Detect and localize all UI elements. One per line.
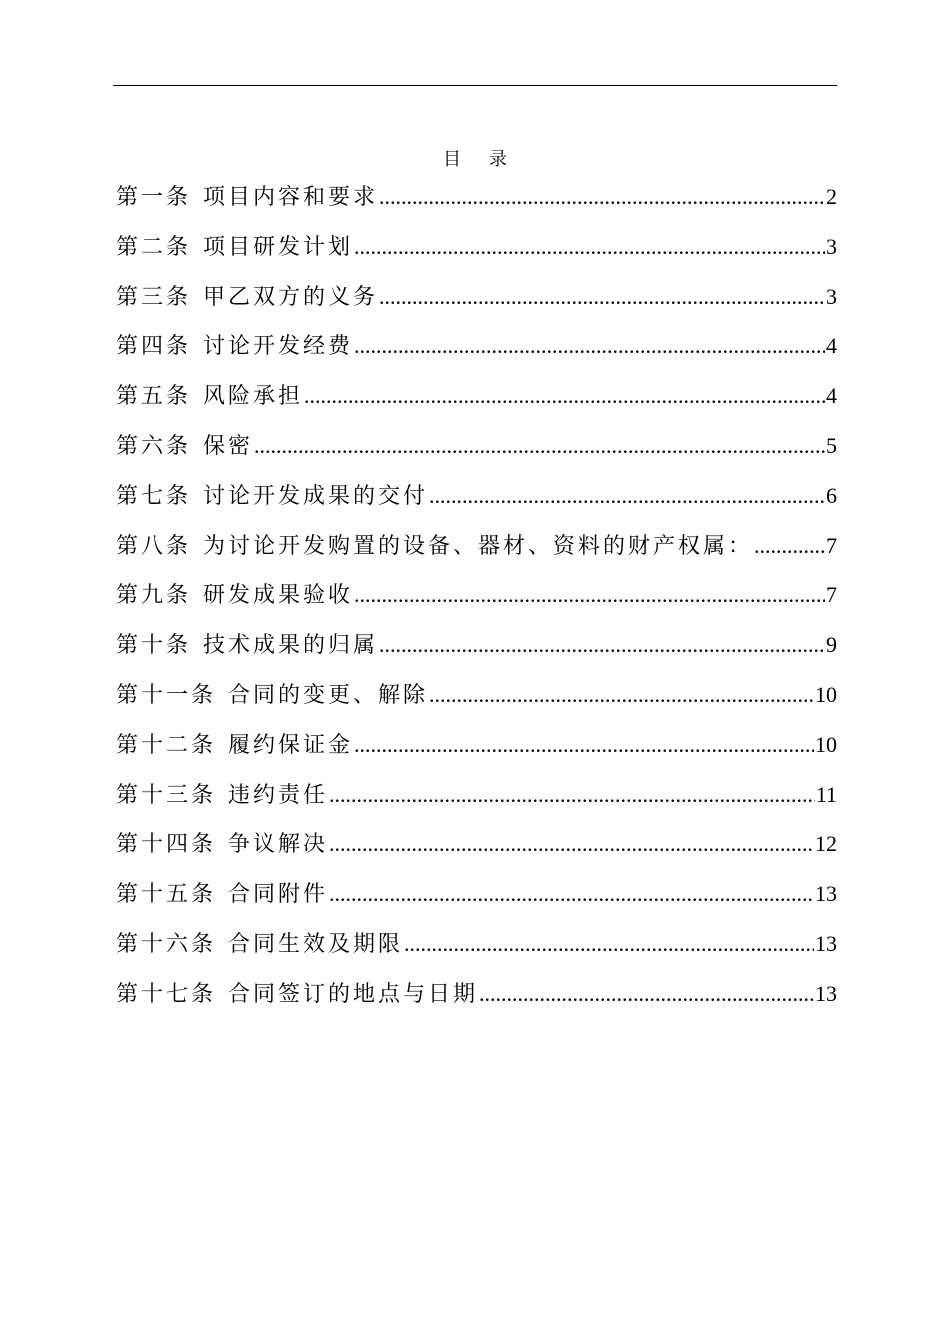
toc-entry-title: 合同生效及期限: [228, 931, 404, 957]
toc-entry-number: 第十四条: [116, 832, 217, 858]
toc-entry[interactable]: [116, 180, 837, 230]
toc-title-right: 录: [489, 149, 507, 170]
toc-entry-number: 第十五条: [116, 882, 217, 908]
toc-entry-leader: [379, 628, 825, 662]
toc-entry-title: 甲乙双方的义务: [203, 284, 379, 310]
toc-entry-leader: [254, 429, 825, 463]
toc-entry-leader: [429, 678, 814, 712]
toc-entry-leader: [354, 329, 825, 363]
toc-title-left: 目: [443, 149, 461, 170]
toc-entry-number: 第八条: [116, 533, 192, 559]
toc-entry-leader: [329, 778, 815, 812]
toc-entry[interactable]: [116, 778, 837, 828]
toc-entry-number: 第一条: [116, 185, 192, 210]
toc-entry[interactable]: [116, 230, 837, 280]
toc-entry-title: 保密: [203, 433, 254, 459]
toc-entry-title: 违约责任: [228, 782, 329, 808]
toc-entry[interactable]: [116, 728, 837, 778]
toc-entry-title: 为讨论开发购置的设备、器材、资料的财产权属：: [203, 533, 754, 559]
toc-entry-page: 2: [826, 184, 837, 209]
toc-entry-leader: [354, 728, 814, 762]
toc-entry[interactable]: [116, 329, 837, 379]
toc-entry-page: 10: [815, 731, 837, 757]
toc-entry-leader: [754, 529, 825, 563]
toc-entry-page: 4: [826, 333, 837, 359]
toc-entry-title: 研发成果验收: [203, 583, 354, 609]
toc-entry-number: 第七条: [116, 483, 192, 509]
toc-entry[interactable]: [116, 927, 837, 977]
toc-title: [0, 148, 950, 172]
toc-entry-number: 第十七条: [116, 981, 217, 1007]
toc-entry[interactable]: [116, 578, 837, 628]
toc-entry-number: 第六条: [116, 433, 192, 459]
toc-entry-leader: [429, 479, 825, 513]
toc-entry-leader: [329, 827, 814, 861]
toc-entry-number: 第二条: [116, 234, 192, 260]
toc-entry-number: 第九条: [116, 583, 192, 609]
toc-entry[interactable]: [116, 379, 837, 429]
toc-entry-title: 项目研发计划: [203, 234, 354, 260]
toc-entry[interactable]: [116, 529, 837, 579]
toc-entry-number: 第十二条: [116, 732, 217, 758]
toc-entry-title: 项目内容和要求: [203, 185, 379, 210]
toc-entry-page: 3: [826, 233, 837, 259]
header-rule: [113, 85, 837, 86]
toc-entry-number: 第十一条: [116, 682, 217, 708]
toc-entry-leader: [379, 180, 825, 214]
toc-entry-page: 5: [826, 432, 837, 458]
toc-entry[interactable]: [116, 479, 837, 529]
toc-entry-title: 风险承担: [203, 384, 304, 410]
toc-entry[interactable]: [116, 628, 837, 678]
toc-entry-number: 第十三条: [116, 782, 217, 808]
toc-entry-number: 第十条: [116, 633, 192, 659]
toc-entry-leader: [354, 230, 825, 264]
toc-entry-leader: [329, 877, 814, 911]
toc-entry[interactable]: [116, 280, 837, 330]
toc-entry-page: 11: [815, 781, 837, 807]
toc-entry[interactable]: [116, 977, 837, 1027]
toc-entry-title: 合同签订的地点与日期: [228, 981, 479, 1007]
toc-entry-title: 履约保证金: [228, 732, 354, 758]
toc-entry-title: 合同的变更、解除: [228, 682, 429, 708]
toc-entry-number: 第五条: [116, 384, 192, 410]
toc-entry[interactable]: [116, 877, 837, 927]
toc-entry-leader: [304, 379, 825, 413]
toc-entry-page: 4: [826, 383, 837, 409]
toc-entry-page: 13: [815, 930, 837, 956]
toc-entry-page: 10: [815, 681, 837, 707]
toc-entry-page: 7: [826, 582, 837, 608]
toc-entry-number: 第三条: [116, 284, 192, 310]
toc-entry-leader: [479, 977, 814, 1011]
toc-entry-title: 合同附件: [228, 882, 329, 908]
toc-entry-page: 6: [826, 482, 837, 508]
toc-entry-page: 12: [815, 831, 837, 857]
toc-entry-page: 7: [826, 532, 837, 558]
toc-entry[interactable]: [116, 827, 837, 877]
toc-entry-number: 第四条: [116, 334, 192, 360]
toc-list: [116, 180, 837, 1027]
toc-entry-page: 13: [815, 881, 837, 907]
toc-entry-title: 争议解决: [228, 832, 329, 858]
toc-entry-page: 9: [826, 632, 837, 658]
toc-entry[interactable]: [116, 678, 837, 728]
toc-entry-page: 13: [815, 980, 837, 1006]
toc-entry-page: 3: [826, 283, 837, 309]
toc-entry[interactable]: [116, 429, 837, 479]
toc-entry-title: 讨论开发成果的交付: [203, 483, 429, 509]
toc-entry-leader: [379, 280, 825, 314]
toc-entry-leader: [354, 578, 825, 612]
toc-entry-title: 讨论开发经费: [203, 334, 354, 360]
toc-entry-number: 第十六条: [116, 931, 217, 957]
toc-entry-title: 技术成果的归属: [203, 633, 379, 659]
toc-entry-leader: [404, 927, 814, 961]
